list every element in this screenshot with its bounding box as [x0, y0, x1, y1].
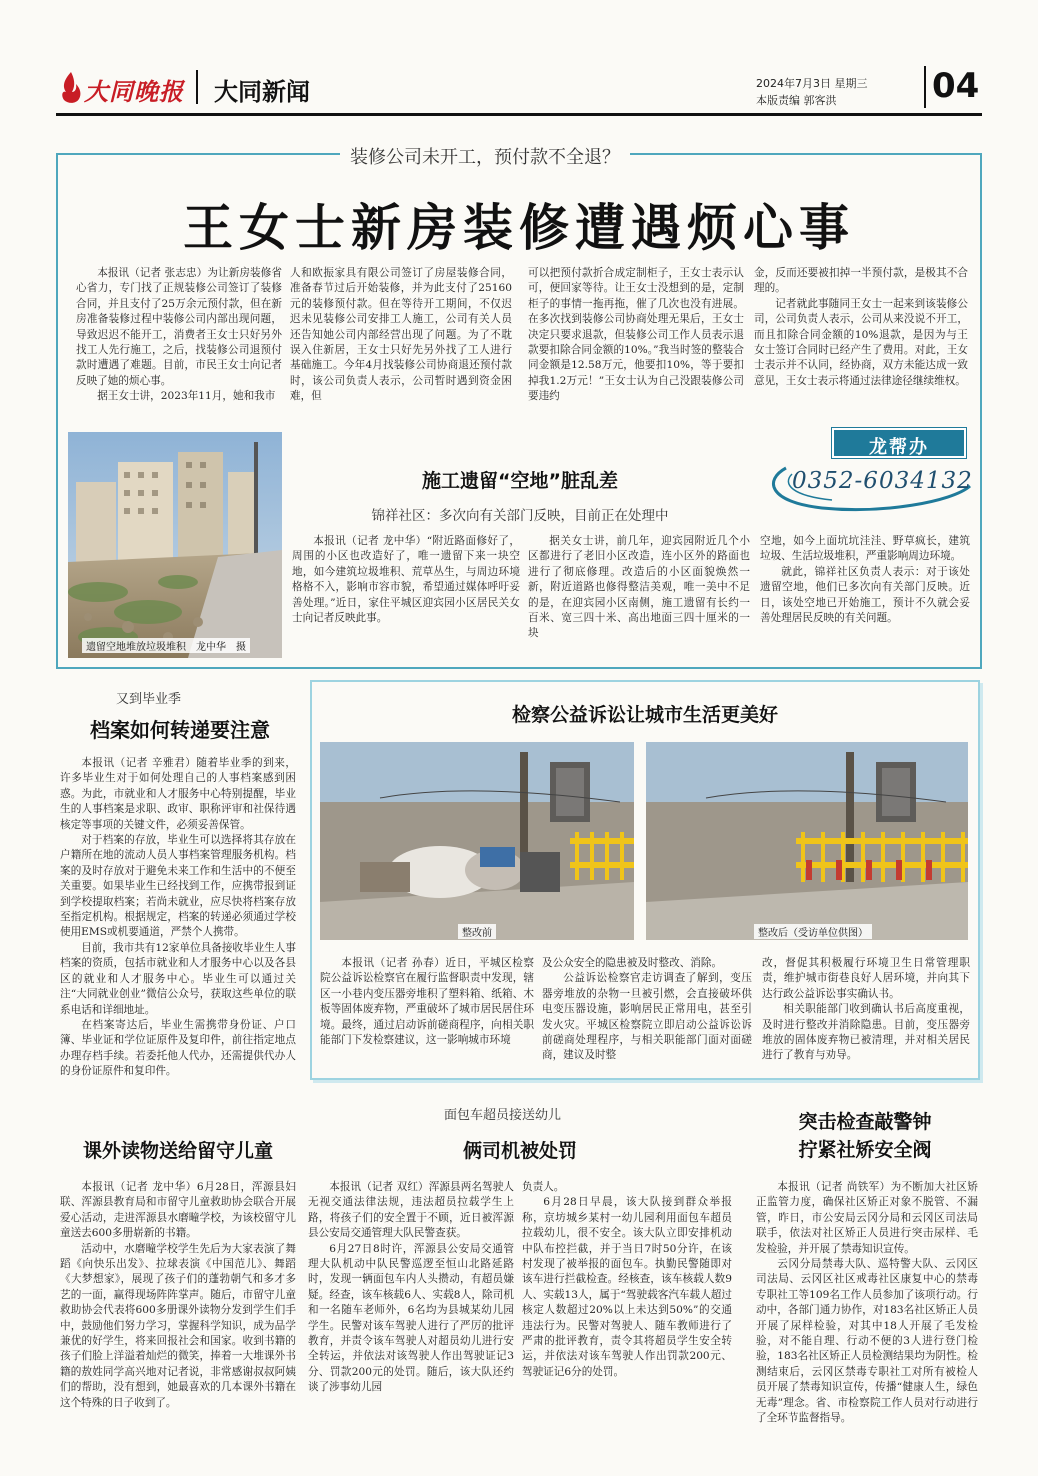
lead-col-2: 人和欧振家具有限公司签订了房屋装修合同，准备春节过后开始装修，并为此支付了25160元的装修预付款。但在等待开工期间，不仅迟迟未见装修公司安排工人施工，公司有关人员还告知她公司内部经营出现了问题。为了不耽误入住新居，王女士只好先另外找了工人进行基础施工。今年4月找装修公司协商退还预付款时，该公司负责人表示，公司暂时遇到资金困难，但 [290, 267, 512, 403]
story7-body: 本报讯（记者 尚铁军）为不断加大社区矫正监管力度，确保社区矫正对象不脱管、不漏管，昨日，市公安局云冈分局和云冈区司法局联手，依法对社区矫正人员进行突击尿样、毛发检验，并开展了禁毒知识宣传。 云冈分局禁毒大队、巡特警大队、云冈区司法局、云冈区社区戒毒社区康复中心的禁毒专职社工等109名工作人员参加了该项行动。行动中，各部门通力协作，对183名社区矫正人员开展了尿样检验，对其中18人开展了毛发检验，对不能自理、行动不便的3人进行登门检验，183名社区矫正人员检测结果均为阴性。检测结束后，云冈区禁毒专职社工对所有被检人员开展了禁毒知识宣传，传播“健康人生，绿色无毒”理念。省、市检察院工作人员对行动进行了全环节监督指导。 [756, 1181, 978, 1425]
lead-col-1: 本报讯（记者 张志忠）为让新房装修省心省力，专门找了正规装修公司签订了装修合同，并且支付了25万余元预付款，但在新房准备装修过程中装修公司内部出现问题，导致迟迟不能开工，消费者王女士只好另外找工人先行施工，之后，找装修公司退预付款时遭遇了难题。目前，市民王女士向记者反映了她的烦心事。 据王女士讲，2023年11月，她和我市 [76, 267, 282, 403]
logo-text: 大同晚报 [84, 77, 184, 106]
lead-col-3: 可以把预付款折合成定制柜子，王女士表示认可，便回家等待。让王女士没想到的是，定制柜子的事情一拖再拖，催了几次也没有进展。在多次找到装修公司协商处理无果后，王女士决定只要求退款，但装修公司工作人员表示退款要扣除合同金额的10%。”我当时签的整装合同金额是12.58万元，他要扣10%，等于要扣掉我1.2万元！”王女士认为自己没跟装修公司要违约 [528, 267, 744, 403]
story7-headline: 突击检查敲警钟 拧紧社矫安全阀 [798, 1111, 932, 1161]
after-caption: 整改后（受访单位供图） [754, 924, 872, 939]
hotline-name: 龙帮办 [869, 437, 929, 458]
flame-logo-icon [58, 70, 84, 104]
newspaper-logo [58, 68, 188, 108]
story3-body: 本报讯（记者 辛雅君）随着毕业季的到来，许多毕业生对于如何处理自己的人事档案感到困惑。为此，市就业和人才服务中心特别提醒，毕业生的人事档案是求职、政审、职称评审和社保待遇核定等事项的关键文件，必须妥善保管。 对于档案的存放，毕业生可以选择将其存放在户籍所在地的流动人员人事档案管理服务机构。档案的及时存放对于避免未来工作和生活中的不便至关重要。如果毕业生已经找到工作，应携带报到证到学校提取档案；若尚未就业，应尽快将档案存放至指定机构。根据规定，档案的转递必须通过学校使用EMS或机要通道，严禁个人携带。 目前，我市共有12家单位具备接收毕业生人事档案的资质，包括市就业和人才服务中心以及各县区的就业和人才服务中心。毕业生可以通过关注“大同就业创业”微信公众号，获取这些单位的联系电话和详细地址。 在档案寄达后，毕业生需携带身份证、户口簿、毕业证和学位证原件及复印件，前往指定地点办理存档手续。若委托他人代办，还需提供代办人的身份证原件和复印件。 [60, 757, 296, 1078]
vacant-lot-caption: 遗留空地堆放垃圾堆积 龙中华 摄 [82, 638, 250, 653]
lead-kicker: 装修公司未开工，预付款不全退？ [340, 143, 630, 169]
story6-kicker: 面包车超员接送幼儿 [444, 1108, 562, 1123]
story3-kicker: 又到毕业季 [116, 692, 182, 707]
story2-headline: 施工遗留“空地”脏乱差 [422, 470, 618, 492]
story4-col-2: 及公众安全的隐患被及时整改、消除。 公益诉讼检察官走访调查了解到，变压器旁堆放的杂物一旦被引燃，会直接破坏供电变压器设施，影响居民正常用电，甚至引发火灾。平城区检察院立即启动公益诉讼诉前磋商处理程序，与相关职能部门面对面磋商，建议及时整 [542, 957, 752, 1062]
story4-col-1: 本报讯（记者 孙春）近日，平城区检察院公益诉讼检察官在履行监督职责中发现，辖区一小巷内变压器旁堆积了塑料箱、纸箱、木板等固体废弃物，严重破坏了城市居民居住环境。最终，通过启动诉前磋商程序，向相关职能部门下发检察建议，这一影响城市环境 [320, 957, 534, 1047]
issue-date: 2024年7月3日 星期三 [756, 77, 868, 90]
story2-col-3: 空地，如今上面坑坑洼洼、野草疯长，建筑垃圾、生活垃圾堆积，严重影响周边环境。 就此，锦祥社区负责人表示：对于该处遗留空地，他们已多次向有关部门反映。近日，该处空地已开始施工，预计不久就会妥善处理居民反映的有关问题。 [760, 535, 970, 625]
story2-col-2: 据关女士讲，前几年，迎宾园附近几个小区都进行了老旧小区改造，连小区外的路面也进行了彻底修理。改造后的小区面貌焕然一新，附近道路也修得整洁美观，唯一美中不足的是，在迎宾园小区南侧，施工遗留有长约一百米、宽三四十米、高出地面三四十厘米的一块 [528, 535, 750, 640]
story5-headline: 课外读物送给留守儿童 [82, 1140, 273, 1162]
masthead [0, 0, 1038, 125]
before-photo [320, 742, 634, 940]
hotline-number[interactable]: 0352-6034132 [792, 468, 973, 494]
story4-headline: 检察公益诉讼让城市生活更美好 [511, 704, 778, 726]
story6-headline: 俩司机被处罚 [462, 1140, 577, 1162]
before-caption: 整改前 [458, 924, 496, 939]
hotline-badge [762, 428, 976, 514]
story6-col-2: 负责人。 6月28日早晨，该大队接到群众举报称，京坊城乡某村一幼儿园利用面包车超员拉载幼儿，很不安全。该大队立即安排机动中队布控拦截，并于当日7时50分许，在该村发现了被举报的面包车。执勤民警随即对该车进行拦截检查。经核查，该车核载人数9人、实载13人，属于“驾驶载客汽车载人超过核定人数超过20%以上未达到50%”的交通违法行为。民警对驾驶人、随车教师进行了严肃的批评教育，责令其将超员学生安全转运，并依法对该车驾驶人作出罚款200元、驾驶证记6分的处罚。 [522, 1181, 732, 1378]
masthead-rule [56, 113, 982, 116]
hotline-name-banner [832, 428, 966, 458]
story5-body: 本报讯（记者 龙中华）6月28日，浑源县妇联、浑源县教育局和市留守儿童救助协会联合开展爱心活动，走进浑源县水磨疃学校，为该校留守儿童送去600多册崭新的书籍。 活动中，水磨疃学校学生先后为大家表演了舞蹈《向快乐出发》、拉球表演《中国范儿》、舞蹈《大梦想家》，展现了孩子们的蓬勃朝气和多才多艺的一面，赢得现场阵阵掌声。随后，市留守儿童救助协会代表将600多册课外读物分发到学生们手中，鼓励他们努力学习，掌握科学知识，成为品学兼优的好学生，将来回报社会和国家。收到书籍的孩子们脸上洋溢着灿烂的微笑，捧着一大堆课外书籍的敖姓同学高兴地对记者说，非常感谢叔叔阿姨们的帮助，没有想到，她最喜欢的几本课外书籍在这个特殊的日子收到了。 [60, 1181, 296, 1409]
lead-col-4: 金，反而还要被扣掉一半预付款，是极其不合理的。 记者就此事随同王女士一起来到该装修公司，公司负责人表示，公司从来没说不开工，而且扣除合同金额的10%退款，是因为与王女士签订合同时已经产生了费用。对此，王女士表示并不认同，经协商，双方未能达成一致意见，王女士表示将通过法律途径继续维权。 [754, 267, 968, 387]
story4-col-3: 改，督促其积极履行环境卫生日常管理职责，维护城市街巷良好人居环境，并向其下达行政公益诉讼事实确认书。 相关职能部门收到确认书后高度重视，及时进行整改并消除隐患。目前，变压器旁堆放的固体废弃物已被清理，并对相关居民进行了教育与劝导。 [762, 957, 970, 1062]
story3-headline: 档案如何转递要注意 [90, 718, 270, 742]
page-editor: 本版责编 郭客洪 [756, 94, 837, 107]
lead-headline: 王女士新房装修遭遇烦心事 [183, 199, 855, 257]
story6-col-1: 本报讯（记者 双红）浑源县两名驾驶人无视交通法律法规，违法超员拉载学生上路，将孩子们的安全置于不顾，近日被浑源县公安局交通管理大队民警查获。 6月27日8时许，浑源县公安局交通管理大队机动中队民警巡逻至恒山北路延路时，发现一辆面包车内人头攒动，有超员嫌疑。经查，该车核载6人、实载8人，除司机和一名随车老师外，6名均为县城某幼儿园学生。民警对该车驾驶人进行了严厉的批评教育，并责令该车驾驶人对超员幼儿进行安全转运，并依法对该驾驶人作出驾驶证记3分、罚款200元的处罚。随后，该大队还约谈了涉事幼儿园 [308, 1181, 514, 1394]
after-photo [646, 742, 968, 940]
vacant-lot-photo [68, 432, 282, 658]
story2-col-1: 本报讯（记者 龙中华）“附近路面修好了，周围的小区也改造好了，唯一遗留下来一块空地，如今建筑垃圾堆积、荒草丛生，与周边环境格格不入，影响市容市貌，希望通过媒体呼吁妥善处理。”近日，家住平城区迎宾园小区居民关女士向记者反映此事。 [292, 535, 520, 625]
story2-subtitle: 锦祥社区：多次向有关部门反映，目前正在处理中 [371, 508, 669, 524]
page-number: 04 [932, 66, 980, 106]
section-title: 大同新闻 [214, 77, 310, 106]
